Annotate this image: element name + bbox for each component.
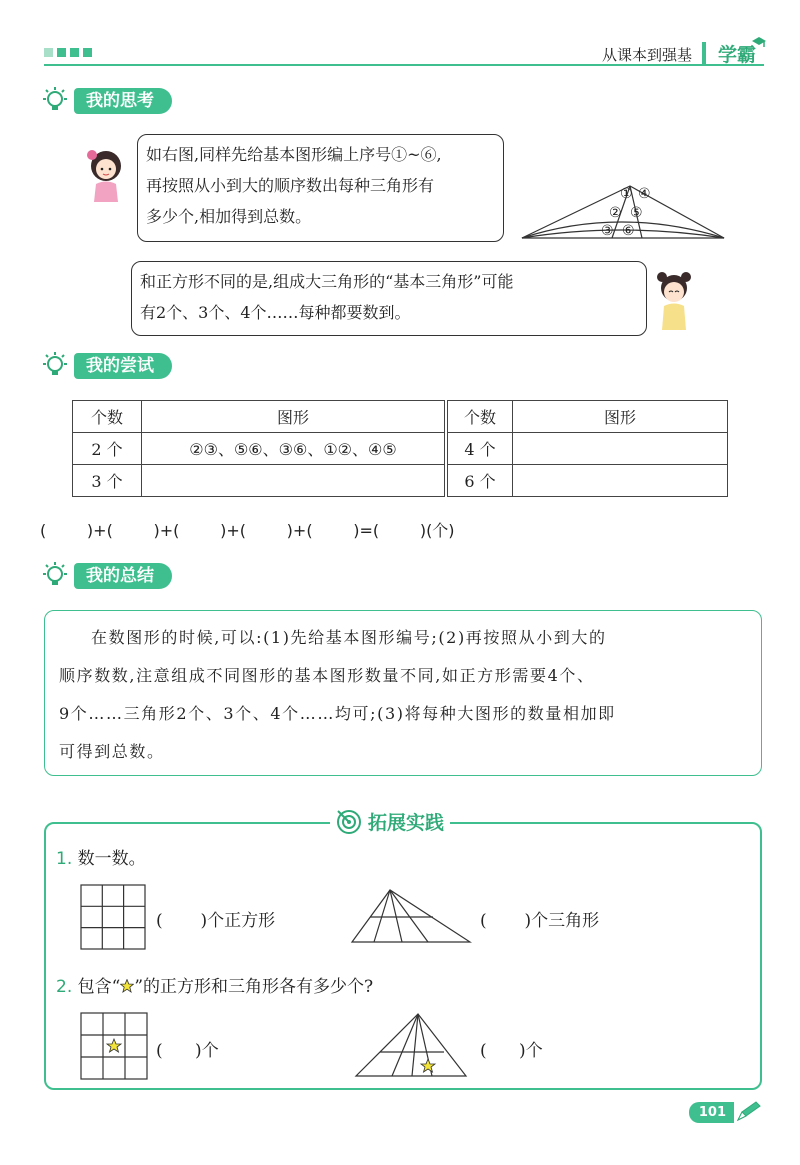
bubble-line: 多少个,相加得到总数。 [146, 207, 312, 226]
table-cell: 4 个 [446, 433, 513, 465]
page-number: 101 [689, 1102, 734, 1123]
summary-box [44, 610, 762, 776]
bubble-line: 再按照从小到大的顺序数出每种三角形有 [146, 176, 435, 195]
hint-bubble-2 [131, 261, 647, 336]
sum-equation[interactable]: ( )+( )+( )+( )+( )=( )(个) [40, 521, 455, 540]
hint-bubble-1 [137, 134, 504, 242]
question-number: 2. [56, 977, 73, 997]
pencil-icon [736, 1100, 762, 1122]
header-decoration [44, 48, 92, 57]
section-think [40, 86, 172, 116]
table-header: 图形 [513, 401, 728, 433]
answer-cell[interactable] [513, 433, 728, 465]
bubble-line: 如右图,同样先给基本图形编上序号①~⑥, [146, 145, 442, 164]
question-1 [56, 844, 146, 869]
question-text: ”的正方形和三角形各有多少个? [134, 977, 374, 997]
target-icon [336, 809, 362, 835]
practice-title [330, 808, 450, 835]
girl-avatar [82, 146, 130, 202]
section-label: 我的思考 [74, 88, 172, 114]
question-text: 包含“ [77, 977, 121, 997]
brand-logo: 学霸 [717, 44, 756, 66]
answer-blank-triangles-star[interactable]: ( )个 [480, 1041, 543, 1061]
grid-3x3-figure [80, 884, 146, 950]
lightbulb-icon [40, 86, 70, 116]
figure-label: ⑤ [630, 205, 643, 221]
answer-cell[interactable] [513, 465, 728, 497]
series-title: 从课本到强基 [601, 46, 692, 64]
question-text: 数一数。 [77, 849, 146, 869]
lightbulb-icon [40, 351, 70, 381]
section-label: 我的尝试 [74, 353, 172, 379]
star-icon [107, 1039, 121, 1052]
table-cell: ②③、⑤⑥、③⑥、①②、④⑤ [142, 433, 447, 465]
figure-label: ⑥ [622, 223, 635, 239]
table-header: 个数 [446, 401, 513, 433]
table-row [73, 465, 728, 497]
section-summary [40, 561, 172, 591]
star-icon [421, 1059, 435, 1072]
star-icon [120, 979, 134, 993]
answer-blank-triangles[interactable]: ( )个三角形 [480, 911, 600, 931]
graduation-cap-icon [752, 36, 766, 50]
bubble-line: 和正方形不同的是,组成大三角形的“基本三角形”可能 [140, 272, 514, 291]
lightbulb-icon [40, 561, 70, 591]
section-label: 我的总结 [74, 563, 172, 589]
summary-line: 在数图形的时候,可以:(1)先给基本图形编号;(2)再按照从小到大的 [91, 628, 607, 647]
summary-line: 9个……三角形2个、3个、4个……均可;(3)将每种大图形的数量相加即 [59, 704, 616, 723]
bubble-line: 有2个、3个、4个……每种都要数到。 [140, 303, 411, 322]
table-cell: 2 个 [73, 433, 142, 465]
section-try [40, 351, 172, 381]
table-row [73, 433, 728, 465]
count-table [72, 400, 728, 497]
grid-with-star-figure [80, 1012, 148, 1080]
table-cell: 3 个 [73, 465, 142, 497]
figure-label: ③ [601, 223, 614, 239]
triangle-with-star-figure [354, 1012, 468, 1078]
figure-label: ② [609, 205, 622, 221]
answer-blank-squares-star[interactable]: ( )个 [156, 1041, 219, 1061]
table-header: 个数 [73, 401, 142, 433]
figure-label: ④ [638, 186, 651, 202]
answer-cell[interactable] [142, 465, 447, 497]
table-header: 图形 [142, 401, 447, 433]
triangle-count-figure [350, 888, 472, 944]
table-header-row [73, 401, 728, 433]
boy-avatar [652, 268, 696, 330]
summary-line: 可得到总数。 [59, 742, 165, 761]
header-divider [702, 42, 706, 64]
practice-title-text: 拓展实践 [368, 812, 445, 834]
summary-line: 顺序数数,注意组成不同图形的基本图形数量不同,如正方形需要4个、 [59, 666, 595, 685]
question-number: 1. [56, 849, 73, 869]
table-cell: 6 个 [446, 465, 513, 497]
figure-label: ① [620, 186, 633, 202]
answer-blank-squares[interactable]: ( )个正方形 [156, 911, 276, 931]
question-2 [56, 972, 373, 997]
